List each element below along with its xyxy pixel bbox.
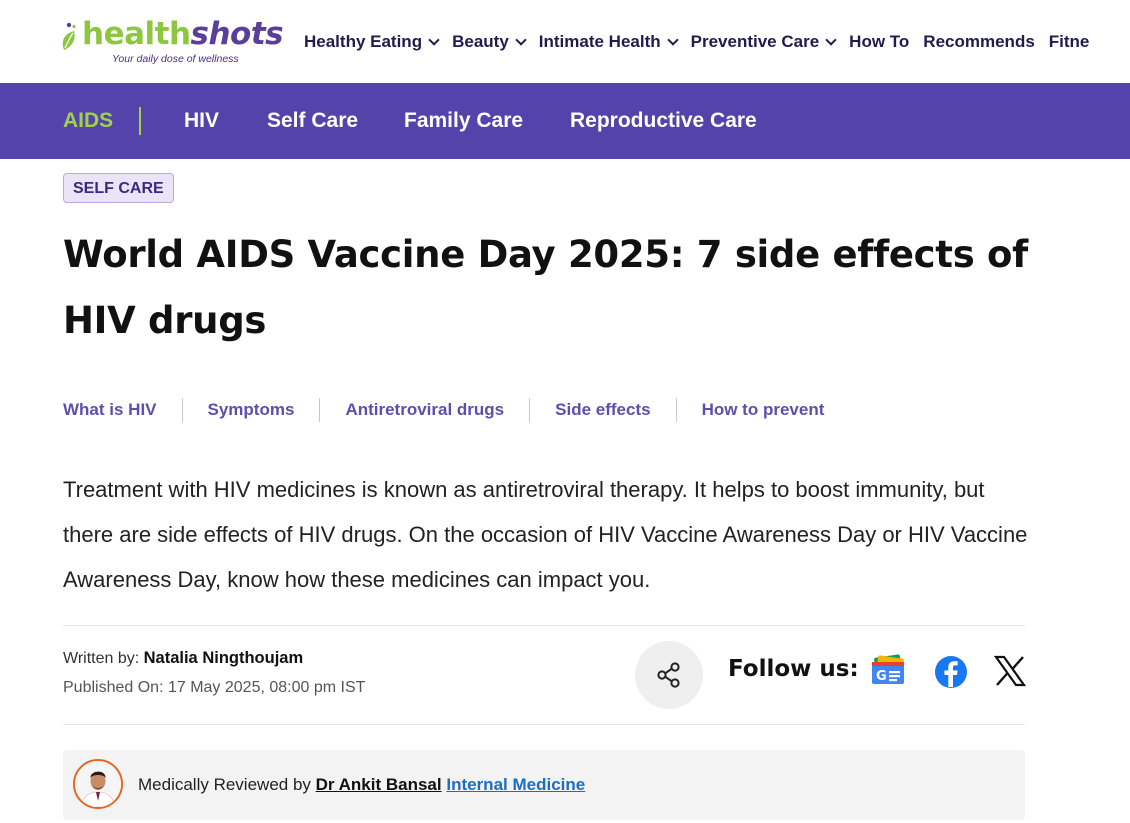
toc-link-side-effects[interactable]: Side effects: [555, 400, 651, 419]
follow-us-label: Follow us:: [728, 656, 859, 682]
subnav-item-aids[interactable]: AIDS: [63, 109, 114, 132]
logo-word-shots: shots: [190, 16, 284, 52]
nav-recommends[interactable]: [923, 32, 1034, 52]
doctor-avatar-icon: [75, 761, 121, 807]
subnav-item-hiv[interactable]: HIV: [184, 109, 220, 132]
toc-link-how-to-prevent[interactable]: How to prevent: [701, 400, 825, 419]
nav-label: Beauty: [452, 32, 509, 51]
subnav-item-reproductive-care[interactable]: Reproductive Care: [570, 109, 757, 132]
nav-label: Fitne: [1048, 32, 1090, 51]
chevron-down-icon: [826, 34, 837, 45]
toc-divider: [529, 398, 530, 422]
divider: [63, 625, 1025, 626]
chevron-down-icon: [667, 34, 678, 45]
logo-tagline: Your daily dose of wellness: [112, 53, 239, 65]
nav-fitness[interactable]: [1049, 32, 1090, 52]
site-header: [0, 0, 1130, 83]
subnav-item-self-care[interactable]: Self Care: [267, 109, 359, 132]
google-news-link[interactable]: [869, 654, 905, 690]
chevron-down-icon: [428, 34, 439, 45]
nav-label: How To: [849, 32, 910, 51]
toc-divider: [182, 398, 183, 422]
share-button[interactable]: [635, 641, 703, 709]
x-link[interactable]: [993, 654, 1029, 690]
reviewer-avatar[interactable]: [73, 759, 123, 809]
byline: [63, 649, 303, 668]
nav-how-to[interactable]: [849, 32, 909, 52]
nav-label: Preventive Care: [690, 32, 820, 51]
leaf-logo-icon: [60, 22, 82, 52]
toc-link-symptoms[interactable]: Symptoms: [207, 400, 295, 419]
facebook-link[interactable]: [933, 654, 969, 690]
author-name[interactable]: Natalia Ningthoujam: [143, 649, 304, 667]
nav-label: Recommends: [923, 32, 1035, 51]
article-title: World AIDS Vaccine Day 2025: 7 side effects of HIV drugs: [63, 233, 1028, 342]
nav-healthy-eating[interactable]: [304, 32, 438, 52]
subnav-divider: [139, 107, 141, 135]
main-nav: [304, 30, 1103, 54]
nav-label: Intimate Health: [538, 32, 661, 51]
review-prefix: Medically Reviewed by: [138, 775, 311, 794]
logo-wordmark: [82, 16, 283, 52]
nav-intimate-health[interactable]: [539, 32, 677, 52]
nav-preventive-care[interactable]: [691, 32, 836, 52]
toc-divider: [319, 398, 320, 422]
subnav-item-family-care[interactable]: Family Care: [404, 109, 524, 132]
nav-beauty[interactable]: [452, 32, 525, 52]
toc-divider: [676, 398, 677, 422]
article-intro: Treatment with HIV medicines is known as antiretroviral therapy. It helps to boost immunity, but there are side effects of HIV drugs. On the occasion of HIV Vaccine Awareness Day or HIV Vaccine Awareness Day, know how these medicines can impact you.: [63, 477, 1028, 592]
share-icon: [655, 661, 683, 689]
byline-label: Written by:: [63, 650, 140, 667]
chevron-down-icon: [515, 34, 526, 45]
table-of-contents: [63, 397, 824, 423]
medical-review-box: [63, 750, 1025, 820]
x-icon: [993, 654, 1027, 688]
category-subnav: [0, 83, 1130, 159]
logo-word-health: health: [82, 16, 191, 52]
svg-text:G: G: [876, 669, 887, 684]
nav-label: Healthy Eating: [304, 32, 423, 51]
divider: [63, 724, 1025, 725]
review-text: [138, 775, 585, 795]
published-date: Published On: 17 May 2025, 08:00 pm IST: [63, 679, 366, 696]
google-news-icon: [869, 654, 907, 690]
site-logo[interactable]: [62, 16, 284, 70]
category-badge[interactable]: SELF CARE: [63, 173, 174, 203]
reviewer-name-link[interactable]: Dr Ankit Bansal: [315, 775, 442, 794]
toc-link-what-is-hiv[interactable]: What is HIV: [63, 400, 157, 419]
facebook-icon: [933, 654, 969, 690]
toc-link-antiretroviral-drugs[interactable]: Antiretroviral drugs: [345, 400, 505, 419]
reviewer-specialty-link[interactable]: Internal Medicine: [446, 775, 586, 794]
